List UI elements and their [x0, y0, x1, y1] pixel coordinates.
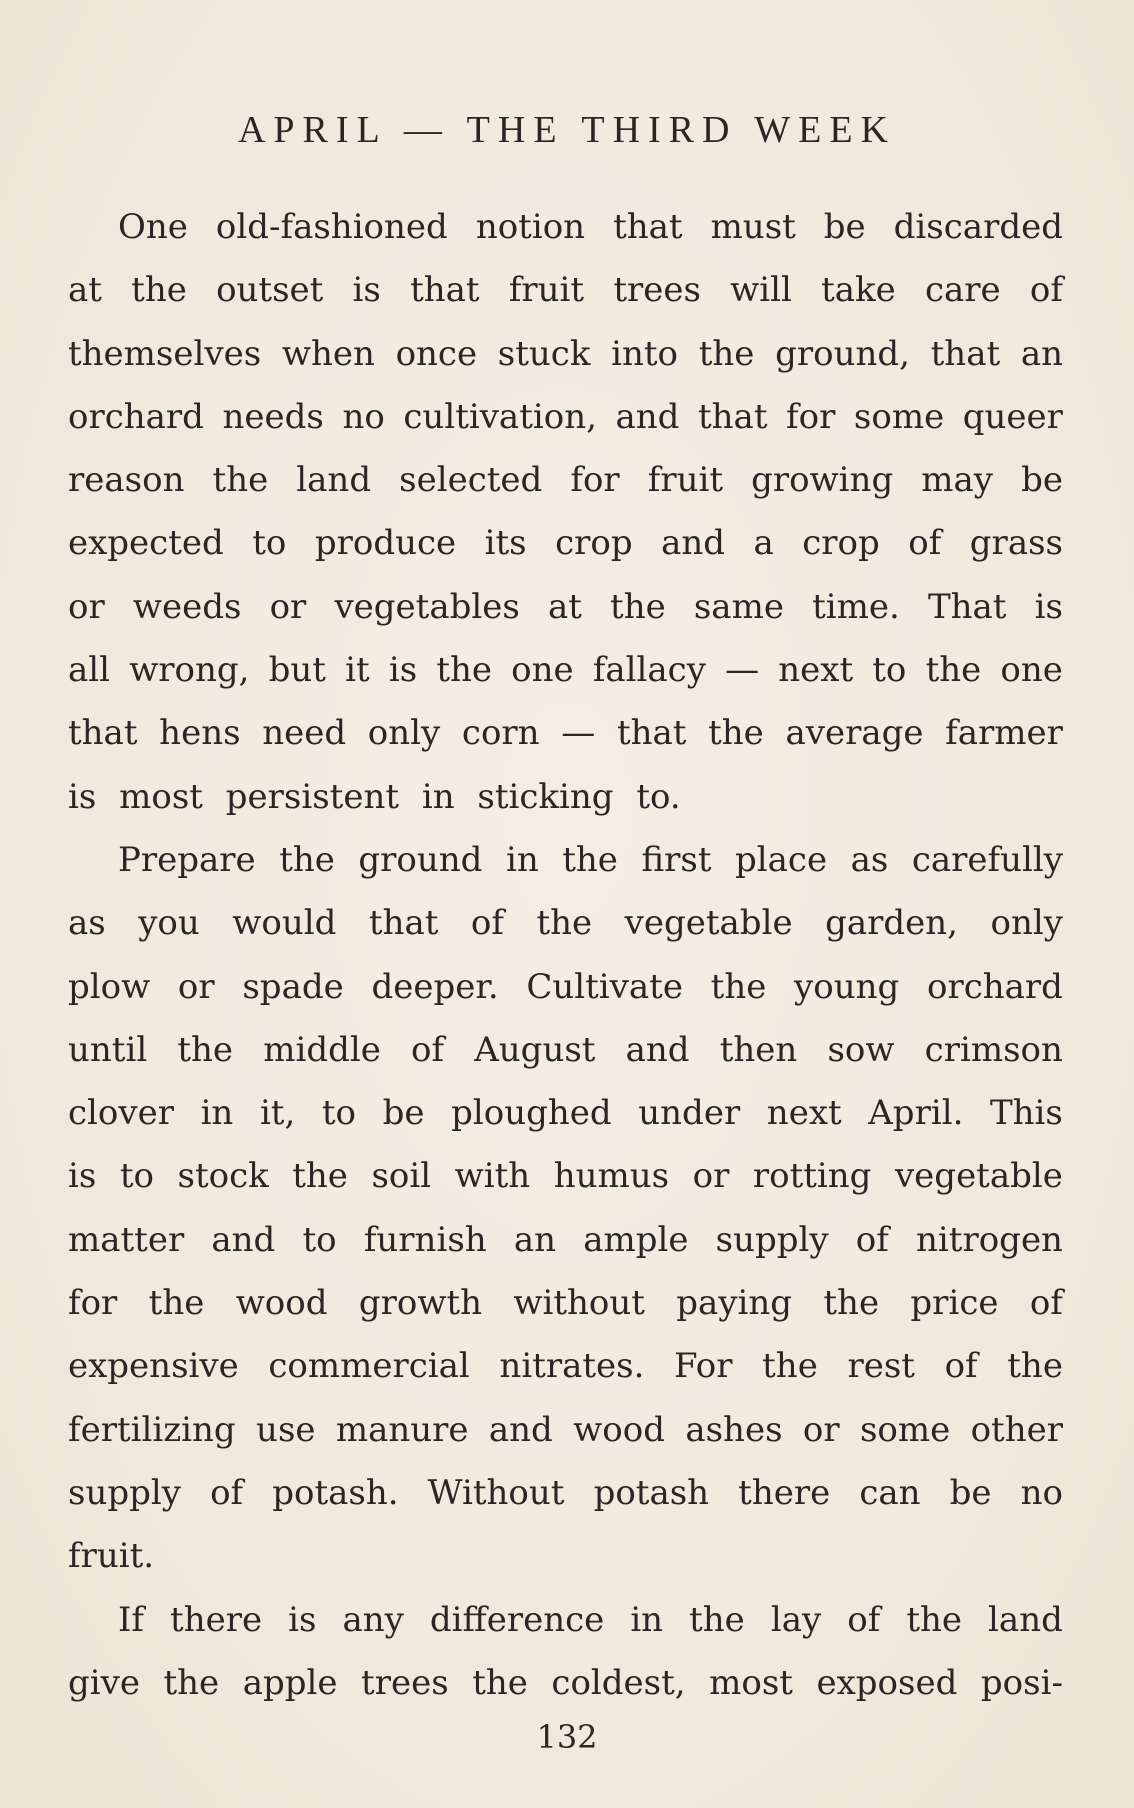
body-text [68, 196, 1063, 1715]
text-line: as you would that of the vegetable garden, only [68, 903, 1063, 944]
page-number: 132 [536, 1718, 598, 1756]
text-line: at the outset is that fruit trees will take care of [68, 270, 1063, 311]
text-line: or weeds or vegetables at the same time. That is [68, 586, 1063, 627]
text-line: themselves when once stuck into the ground, that an [68, 333, 1063, 374]
text-line: give the apple trees the coldest, most exposed posi- [68, 1662, 1063, 1703]
text-line: expensive commercial nitrates. For the rest of the [68, 1346, 1063, 1387]
text-line: matter and to furnish an ample supply of nitrogen [68, 1219, 1063, 1260]
text-line: If there is any difference in the lay of the land [118, 1599, 1063, 1640]
text-line: all wrong, but it is the one fallacy — next to the one [68, 650, 1063, 691]
text-line: fertilizing use manure and wood ashes or some other [68, 1409, 1063, 1450]
text-line: orchard needs no cultivation, and that for some queer [68, 396, 1063, 437]
text-line: expected to produce its crop and a crop of grass [68, 523, 1063, 564]
text-line: One old-fashioned notion that must be discarded [118, 207, 1063, 247]
text-line: supply of potash. Without potash there can be no [68, 1472, 1063, 1513]
text-line: until the middle of August and then sow crimson [68, 1029, 1063, 1070]
text-line: reason the land selected for fruit growing may be [68, 460, 1063, 501]
text-line: plow or spade deeper. Cultivate the young orchard [68, 966, 1063, 1007]
text-line: is most persistent in sticking to. [68, 776, 681, 817]
text-line: that hens need only corn — that the average farmer [68, 713, 1063, 754]
text-line: Prepare the ground in the first place as carefully [118, 839, 1063, 880]
text-line: for the wood growth without paying the price of [68, 1283, 1063, 1324]
text-line: clover in it, to be ploughed under next April. This [68, 1093, 1063, 1134]
running-head: APRIL — THE THIRD WEEK [237, 109, 896, 151]
text-line: fruit. [68, 1536, 155, 1577]
text-line: is to stock the soil with humus or rotting vegetable [68, 1156, 1063, 1197]
